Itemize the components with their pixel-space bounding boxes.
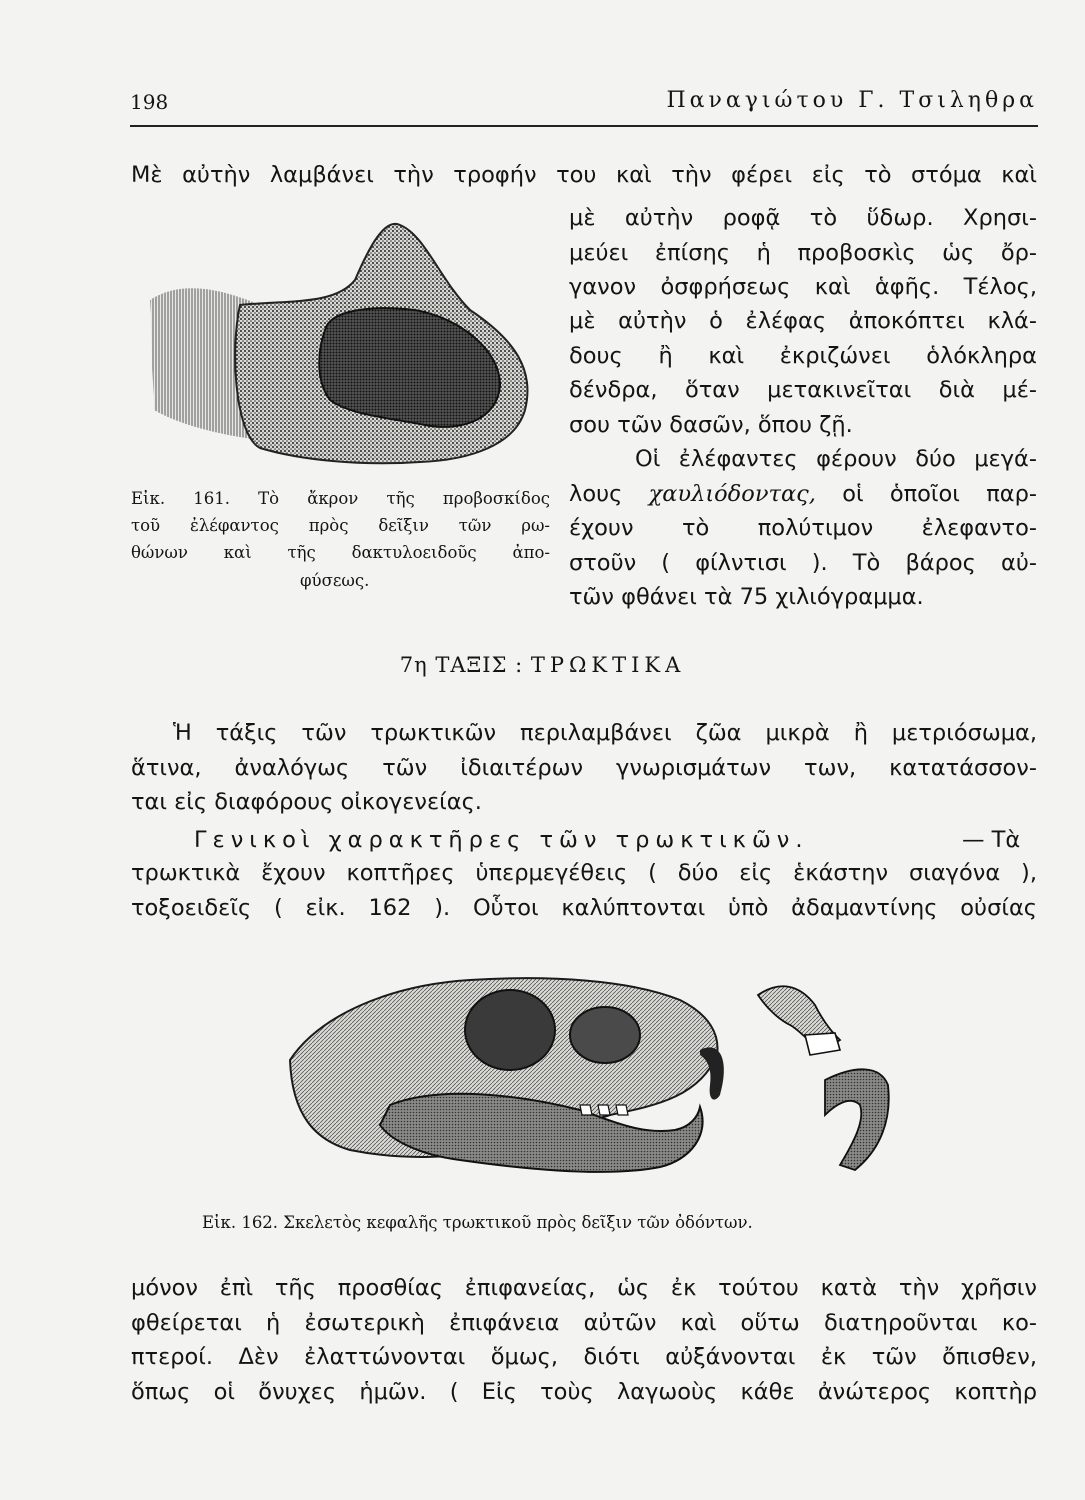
page-number: 198 bbox=[130, 90, 169, 114]
header-rule bbox=[130, 125, 1038, 127]
molar-teeth bbox=[580, 1105, 628, 1115]
text-line: τρωκτικὰ ἔχουν κοπτῆρες ὑπερμεγέθεις ( δύο εἰς ἑκάστην σιαγόνα ), bbox=[131, 860, 1037, 886]
text-line: Οἱ ἐλέφαντες φέρουν δύο μεγά- bbox=[635, 446, 1037, 472]
text-line: Μὲ αὐτὴν λαμβάνει τὴν τροφήν του καὶ τὴν φέρει εἰς τὸ στόμα καὶ bbox=[131, 162, 1037, 188]
text-line: σου τῶν δασῶν, ὅπου ζῇ. bbox=[569, 412, 853, 438]
italic-term: χαυλιόδοντας, bbox=[648, 481, 816, 507]
text-line: γανον ὀσφρήσεως καὶ ἁφῆς. Τέλος, bbox=[569, 274, 1037, 300]
text-line: ὅπως οἱ ὄνυχες ἡμῶν. ( Εἰς τοὺς λαγωοὺς κάθε ἀνώτερος κοπτὴρ bbox=[131, 1379, 1037, 1405]
text-line: ται εἰς διαφόρους οἰκογενείας. bbox=[131, 789, 482, 815]
text-line: πτεροί. Δὲν ἐλαττώνονται ὅμως, διότι αὐξάνονται ἐκ τῶν ὄπισθεν, bbox=[131, 1344, 1037, 1370]
eye-socket bbox=[465, 990, 555, 1070]
lower-jaw bbox=[380, 1094, 703, 1172]
text-line: τῶν φθάνει τὰ 75 χιλιόγραμμα. bbox=[569, 584, 924, 610]
spaced-title bbox=[194, 825, 809, 855]
page-header bbox=[130, 88, 1038, 128]
text-line: μὲ αὐτὴν ὁ ἐλέφας ἀποκόπτει κλά- bbox=[569, 308, 1037, 334]
text-line: δένδρα, ὅταν μετακινεῖται διὰ μέ- bbox=[569, 377, 1037, 403]
figure-caption: φύσεως. bbox=[300, 571, 370, 590]
figure-caption: τοῦ ἐλέφαντος πρὸς δεῖξιν τῶν ρω- bbox=[131, 516, 550, 535]
running-head: Παναγιώτου Γ. Τσιληθρα bbox=[666, 88, 1038, 113]
incisor-detail-lower bbox=[825, 1069, 889, 1170]
text-line: μὲ αὐτὴν ροφᾷ τὸ ὕδωρ. Χρησι- bbox=[569, 205, 1037, 231]
section-heading bbox=[0, 653, 1085, 677]
figure-caption: Εἰκ. 162. Σκελετὸς κεφαλῆς τρωκτικοῦ πρὸς δεῖξιν τῶν ὀδόντων. bbox=[202, 1213, 753, 1232]
text-fragment: λους bbox=[569, 481, 623, 507]
text-fragment: οἱ ὁποῖοι παρ- bbox=[842, 481, 1037, 507]
elephant-trunk-illustration bbox=[140, 210, 550, 475]
spaced-phrase: Γενικοὶ χαρακτῆρες τῶν τρωκτικῶν. bbox=[194, 827, 809, 853]
text-line: ἅτινα, ἀναλόγως τῶν ἰδιαιτέρων γνωρισμάτων των, κατατάσσον- bbox=[131, 755, 1037, 781]
rodent-skull-illustration bbox=[280, 955, 900, 1190]
incisor-tip-upper bbox=[805, 1033, 840, 1055]
section-number: 7η ΤΑΞΙΣ : bbox=[399, 653, 524, 677]
section-name: ΤΡΩΚΤΙΚΑ bbox=[530, 653, 686, 677]
text-line: στοῦν ( φίλντισι ). Τὸ βάρος αὐ- bbox=[569, 550, 1037, 576]
figure-caption: θώνων καὶ τῆς δακτυλοειδοῦς ἀπο- bbox=[131, 543, 550, 562]
nasal-cavity bbox=[570, 1007, 640, 1063]
text-line: φθείρεται ἡ ἐσωτερικὴ ἐπιφάνεια αὐτῶν καὶ οὕτω διατηροῦνται κο- bbox=[131, 1310, 1037, 1336]
text-line: δους ἢ καὶ ἐκριζώνει ὁλόκληρα bbox=[569, 343, 1037, 369]
text-line: τοξοειδεῖς ( εἰκ. 162 ). Οὗτοι καλύπτονται ὑπὸ ἀδαμαντίνης οὐσίας bbox=[131, 895, 1037, 921]
text-line: μόνον ἐπὶ τῆς προσθίας ἐπιφανείας, ὡς ἐκ τούτου κατὰ τὴν χρῆσιν bbox=[131, 1275, 1037, 1301]
text-line bbox=[569, 479, 1037, 509]
text-line: έχουν τὸ πολύτιμον ἐλεφαντο- bbox=[569, 515, 1037, 541]
figure-caption: Εἰκ. 161. Τὸ ἄκρον τῆς προβοσκίδος bbox=[131, 489, 550, 508]
text-line: — Τὰ bbox=[962, 827, 1021, 853]
text-line: μεύει ἐπίσης ἡ προβοσκὶς ὡς ὄρ- bbox=[569, 240, 1037, 266]
text-line: Ἡ τάξις τῶν τρωκτικῶν περιλαμβάνει ζῶα μικρὰ ἢ μετριόσωμα, bbox=[173, 720, 1037, 746]
